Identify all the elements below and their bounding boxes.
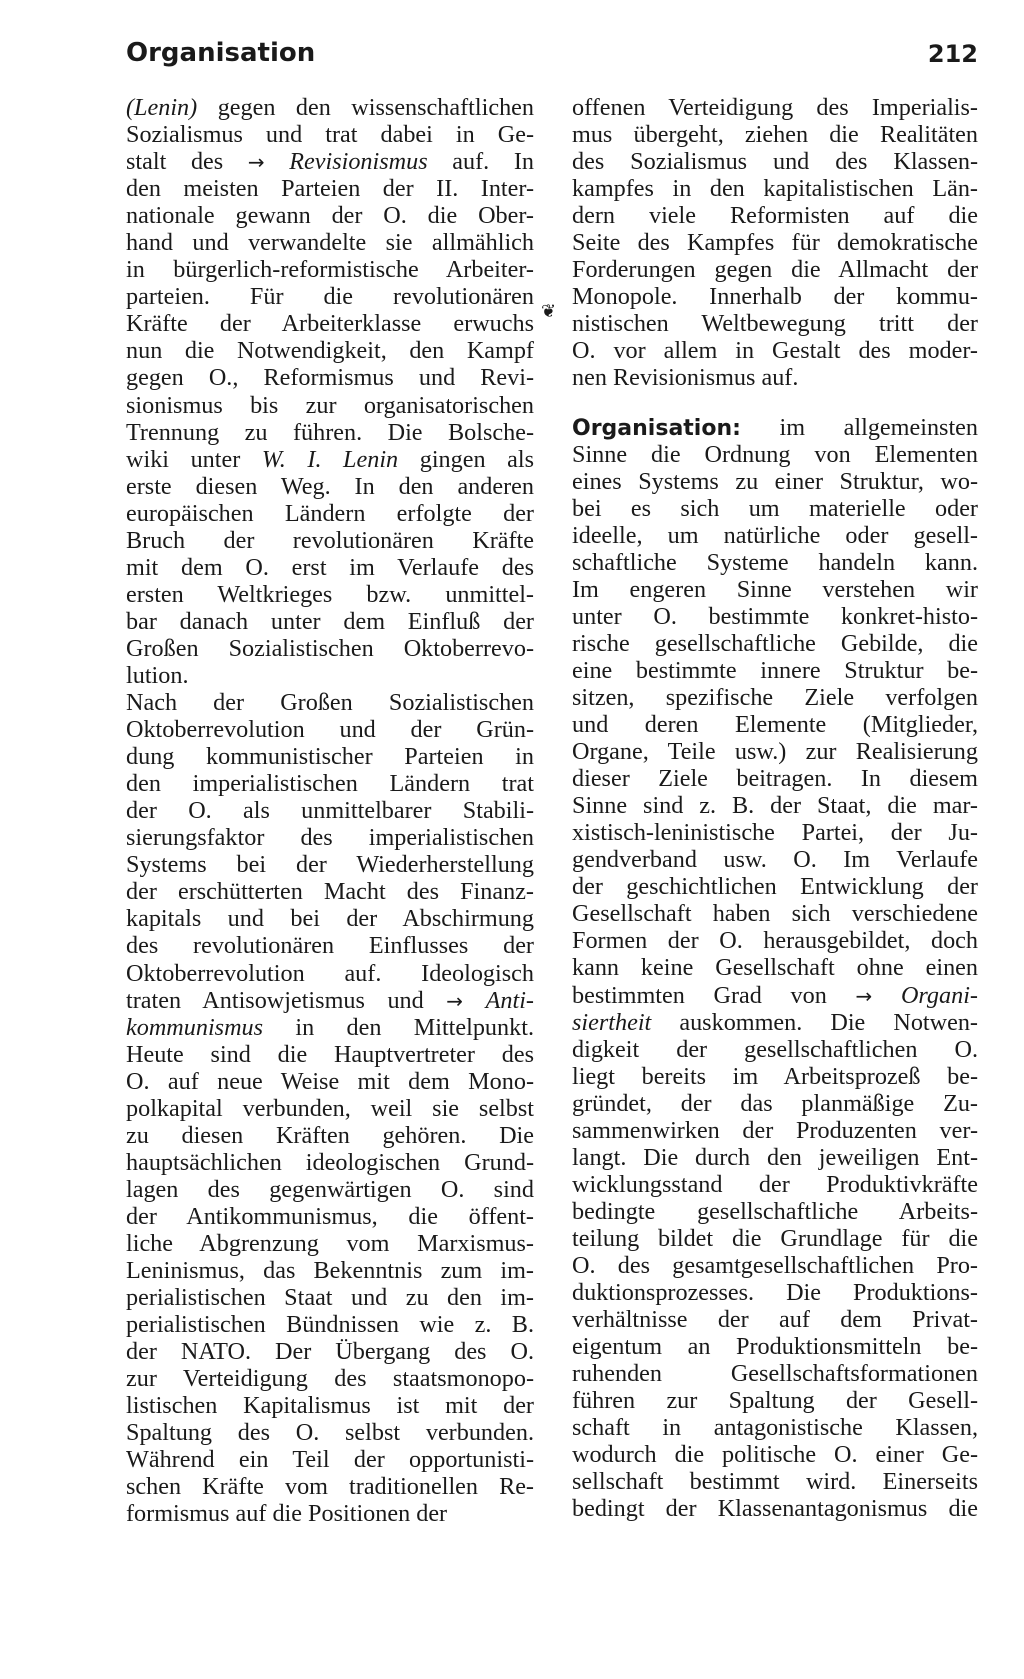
text-run: wodurch die politische O. einer Ge- [572, 1441, 978, 1469]
text-line [572, 441, 978, 468]
text-run: kann keine Gesellschaft ohne einen [572, 954, 978, 982]
cross-reference-arrow-icon: → [855, 983, 873, 1008]
text-line [572, 1225, 978, 1252]
text-line [126, 419, 534, 446]
text-line [572, 1387, 978, 1414]
text-run: Leninismus, das Bekenntnis zum im- [126, 1257, 534, 1285]
text-run: hauptsächlichen ideologischen Grund- [126, 1148, 534, 1176]
text-line [572, 94, 978, 121]
text-line [126, 392, 534, 419]
text-line [126, 473, 534, 500]
text-run: des revolutionären Einflusses der [126, 932, 534, 960]
text-run: Großen Sozialistischen Oktoberrevo- [126, 634, 534, 662]
text-line [572, 337, 978, 364]
text-run: Gesellschaft haben sich verschiedene [572, 900, 978, 928]
text-line [572, 603, 978, 630]
text-run: nun die Notwendigkeit, den Kampf [126, 337, 534, 365]
text-run: polkapital verbunden, weil sie selbst [126, 1094, 534, 1122]
text-run: in bürgerlich-reformistische Arbeiter- [126, 256, 534, 284]
text-line [572, 468, 978, 495]
text-line [126, 364, 534, 391]
page-number: 212 [927, 40, 978, 68]
text-run: teilung bildet die Grundlage für die [572, 1224, 978, 1252]
text-line [126, 1338, 534, 1365]
text-line [126, 256, 534, 283]
text-run: eine bestimmte innere Struktur be- [572, 656, 978, 684]
text-run: auskommen. Die Notwen- [651, 1008, 978, 1036]
text-run: Bruch der revolutionären Kräfte [126, 526, 534, 554]
text-line [126, 716, 534, 743]
text-line [572, 954, 978, 981]
text-line [572, 738, 978, 765]
text-line [572, 1171, 978, 1198]
text-run: rische gesellschaftliche Gebilde, die [572, 629, 978, 657]
text-line [572, 684, 978, 711]
text-run: hand und verwandelte sie allmählich [126, 229, 534, 257]
text-line [126, 1095, 534, 1122]
text-run: Sinne sind z. B. der Staat, die mar- [572, 792, 978, 820]
text-run: listischen Kapitalismus ist mit der [126, 1392, 534, 1420]
text-run: traten Antisowjetismus und [126, 986, 447, 1014]
text-run: O. auf neue Weise mit dem Mono- [126, 1067, 534, 1095]
text-line [572, 1333, 978, 1360]
text-run: dern viele Reformisten auf die [572, 202, 978, 230]
text-run: der O. als unmittelbarer Stabili- [126, 797, 534, 825]
text-run: mit dem O. erst im Verlaufe des [126, 553, 534, 581]
text-run: europäischen Ländern erfolgte der [126, 499, 534, 527]
text-run: Nach der Großen Sozialistischen [126, 689, 534, 717]
text-run: bar danach unter dem Einfluß der [126, 607, 534, 635]
text-run: perialistischen Bündnissen wie z. B. [126, 1311, 534, 1339]
text-run: bedingt der Klassenantagonismus die [572, 1495, 978, 1523]
text-run: Während ein Teil der opportunisti- [126, 1446, 534, 1474]
text-run: nen Revisionismus auf. [572, 364, 799, 392]
paragraph-gap [572, 392, 978, 414]
text-run: der Antikommunismus, die öffent- [126, 1202, 534, 1230]
text-line [126, 960, 534, 987]
text-run: verhältnisse der auf dem Privat- [572, 1306, 978, 1334]
text-line [126, 608, 534, 635]
text-run: Forderungen gegen die Allmacht der [572, 256, 978, 284]
text-run: zu diesen Kräften gehören. Die [126, 1121, 534, 1149]
text-run: gegen den wissenschaftlichen [197, 94, 534, 121]
text-run: des Sozialismus und des Klassen- [572, 148, 978, 176]
text-run: kapitals und bei der Abschirmung [126, 905, 534, 933]
text-run: kampfes in den kapitalistischen Län- [572, 175, 978, 203]
text-run: Sinne die Ordnung von Elementen [572, 440, 978, 468]
text-run: Oktoberrevolution und der Grün- [126, 716, 534, 744]
text-run: sammenwirken der Produzenten ver- [572, 1116, 978, 1144]
text-run: der erschütterten Macht des Finanz- [126, 878, 534, 906]
text-run: xistisch-leninistische Partei, der Ju- [572, 819, 978, 847]
text-run: sierungsfaktor des imperialistischen [126, 824, 534, 852]
text-line [572, 121, 978, 148]
text-run: perialistischen Staat und zu den im- [126, 1284, 534, 1312]
text-run: lagen des gegenwärtigen O. sind [126, 1175, 534, 1203]
text-line [126, 527, 534, 554]
text-run: Seite des Kampfes für demokratische [572, 229, 978, 257]
text-line [572, 1495, 978, 1522]
text-line [126, 1203, 534, 1230]
text-line [572, 1198, 978, 1225]
text-line [572, 630, 978, 657]
text-run: führen zur Spaltung der Gesell- [572, 1387, 978, 1415]
text-run: den meisten Parteien der II. Inter- [126, 175, 534, 203]
text-run: Trennung zu führen. Die Bolsche- [126, 418, 534, 446]
text-line [126, 1473, 534, 1500]
text-line [572, 1036, 978, 1063]
text-run: schaftliche Systeme handeln kann. [572, 548, 978, 576]
right-column [572, 94, 978, 1522]
text-run: Sozialismus und trat dabei in Ge- [126, 121, 534, 149]
text-line [572, 1414, 978, 1441]
text-line [572, 1306, 978, 1333]
italic-term: Organi- [900, 981, 978, 1009]
text-run: parteien. Für die revolutionären [126, 283, 534, 311]
text-run: der NATO. Der Übergang des O. [126, 1338, 534, 1366]
text-line [126, 500, 534, 527]
text-run [463, 987, 486, 1014]
text-line [572, 765, 978, 792]
text-line [126, 1068, 534, 1095]
text-line [126, 1284, 534, 1311]
italic-term: (Lenin) [126, 94, 198, 121]
text-run: lution. [126, 661, 189, 689]
text-run: Monopole. Innerhalb der kommu- [572, 283, 978, 311]
text-run: gründet, der das planmäßige Zu- [572, 1089, 978, 1117]
text-run: O. des gesamtgesellschaftlichen Pro- [572, 1251, 978, 1279]
text-run: Systems bei der Wiederherstellung [126, 851, 534, 879]
text-line [126, 581, 534, 608]
text-run: schaft in antagonistische Klassen, [572, 1414, 978, 1442]
text-run: formismus auf die Positionen der [126, 1500, 448, 1528]
text-run [741, 414, 780, 441]
text-line [572, 549, 978, 576]
text-line [126, 689, 534, 716]
text-run: eines Systems zu einer Struktur, wo- [572, 467, 978, 495]
text-run: sitzen, spezifische Ziele verfolgen [572, 683, 978, 711]
text-run: nistischen Weltbewegung tritt der [572, 310, 978, 338]
text-run: auf. In [427, 148, 534, 176]
text-line [572, 256, 978, 283]
text-line [572, 1117, 978, 1144]
text-line [126, 337, 534, 364]
italic-term: Anti- [485, 986, 534, 1014]
text-line [126, 905, 534, 932]
text-run: ruhenden Gesellschaftsformationen [572, 1360, 978, 1388]
text-run: wiki unter [126, 445, 262, 473]
text-line [126, 554, 534, 581]
text-line [572, 229, 978, 256]
text-run: nationale gewann der O. die Ober- [126, 202, 534, 230]
text-line [126, 310, 534, 337]
text-line [572, 1360, 978, 1387]
text-run: gendverband usw. O. Im Verlaufe [572, 846, 978, 874]
text-line [126, 148, 534, 175]
text-line [572, 1090, 978, 1117]
entry-headword: Organisation: [572, 415, 741, 441]
text-line [126, 1446, 534, 1473]
italic-term: W. I. Lenin [261, 445, 399, 473]
cross-reference-arrow-icon: → [247, 150, 265, 175]
text-line [126, 446, 534, 473]
text-run: schen Kräfte vom traditionellen Re- [126, 1473, 534, 1501]
text-line [126, 878, 534, 905]
text-run: digkeit der gesellschaftlichen O. [572, 1035, 978, 1063]
text-run: Im engeren Sinne verstehen wir [572, 575, 978, 603]
text-line [572, 846, 978, 873]
text-line [126, 662, 534, 689]
text-line [126, 797, 534, 824]
text-run: stalt des [126, 148, 248, 176]
text-run: sellschaft bestimmt wird. Einerseits [572, 1468, 978, 1496]
text-line [572, 657, 978, 684]
text-line [126, 1311, 534, 1338]
text-run: eigentum an Produktionsmitteln be- [572, 1333, 978, 1361]
text-line [126, 1014, 534, 1041]
text-line [126, 175, 534, 202]
text-run: in den Mittelpunkt. [263, 1013, 534, 1041]
italic-term: Revisionismus [289, 148, 428, 176]
text-line [572, 1063, 978, 1090]
text-line [126, 229, 534, 256]
text-run: dung kommunistischer Parteien in [126, 743, 534, 771]
text-line [572, 711, 978, 738]
text-line [572, 175, 978, 202]
text-line [572, 873, 978, 900]
text-line [572, 927, 978, 954]
text-line [572, 414, 978, 441]
text-line [126, 770, 534, 797]
text-line [126, 743, 534, 770]
italic-term: kommunismus [126, 1013, 264, 1041]
text-line [572, 1009, 978, 1036]
text-line [126, 932, 534, 959]
text-line [126, 987, 534, 1014]
text-run: bedingte gesellschaftliche Arbeits- [572, 1197, 978, 1225]
text-run: ideelle, um natürliche oder gesell- [572, 521, 978, 549]
text-line [572, 900, 978, 927]
text-line [126, 283, 534, 310]
text-run: O. vor allem in Gestalt des moder- [572, 337, 978, 365]
text-line [126, 1122, 534, 1149]
text-line [572, 792, 978, 819]
text-line [572, 283, 978, 310]
text-run: den imperialistischen Ländern trat [126, 770, 534, 798]
text-run: langt. Die durch den jeweiligen Ent- [572, 1143, 978, 1171]
text-run: ersten Weltkrieges bzw. unmittel- [126, 580, 534, 608]
text-line [126, 202, 534, 229]
text-line [572, 982, 978, 1009]
text-run: offenen Verteidigung des Imperialis- [572, 94, 978, 121]
text-line [126, 1230, 534, 1257]
text-run [872, 982, 901, 1009]
text-line [572, 1468, 978, 1495]
text-run: liche Abgrenzung vom Marxismus- [126, 1229, 534, 1257]
text-line [572, 202, 978, 229]
italic-term: siertheit [572, 1008, 652, 1036]
text-line [572, 522, 978, 549]
text-line [126, 1149, 534, 1176]
text-line [572, 819, 978, 846]
text-run: Formen der O. herausgebildet, doch [572, 927, 978, 955]
text-line [126, 851, 534, 878]
text-run: und deren Elemente (Mitglieder, [572, 711, 978, 739]
text-run: unter O. bestimmte konkret-histo- [572, 602, 978, 630]
text-run: wicklungsstand der Produktivkräfte [572, 1170, 978, 1198]
text-line [126, 94, 534, 121]
text-run: Organe, Teile usw.) zur Realisierung [572, 738, 978, 766]
text-line [572, 1441, 978, 1468]
text-run: duktionsprozesses. Die Produktions- [572, 1279, 978, 1307]
text-run: gingen als [398, 445, 534, 473]
text-run: liegt bereits im Arbeitsprozeß be- [572, 1062, 978, 1090]
text-line [126, 824, 534, 851]
text-run: dieser Ziele beitragen. In diesem [572, 765, 978, 793]
margin-mark-icon: ❦ [541, 301, 557, 322]
text-run: bestimmten Grad von [572, 981, 856, 1009]
text-line [126, 1257, 534, 1284]
text-line [126, 1041, 534, 1068]
text-line [572, 148, 978, 175]
text-line [126, 1419, 534, 1446]
text-run: Spaltung des O. selbst verbunden. [126, 1419, 534, 1447]
text-run [265, 148, 290, 175]
text-line [572, 1279, 978, 1306]
text-run: zur Verteidigung des staatsmonopo- [126, 1365, 534, 1393]
text-run: Heute sind die Hauptvertreter des [126, 1040, 534, 1068]
text-run: erste diesen Weg. In den anderen [126, 472, 534, 500]
text-line [572, 1252, 978, 1279]
text-line [126, 1365, 534, 1392]
text-line [572, 364, 978, 391]
text-run: im allgemeinsten [779, 413, 978, 441]
text-run: gegen O., Reformismus und Revi- [126, 364, 534, 392]
left-column [126, 94, 534, 1527]
text-run: mus übergeht, ziehen die Realitäten [572, 121, 978, 149]
text-line [572, 1144, 978, 1171]
text-line [126, 635, 534, 662]
cross-reference-arrow-icon: → [446, 988, 464, 1013]
text-line [572, 310, 978, 337]
running-head-title: Organisation [126, 38, 316, 68]
text-run: Oktoberrevolution auf. Ideologisch [126, 959, 534, 987]
text-run: sionismus bis zur organisatorischen [126, 391, 534, 419]
text-line [572, 495, 978, 522]
text-line [126, 1392, 534, 1419]
text-line [126, 121, 534, 148]
text-line [126, 1176, 534, 1203]
text-line [572, 576, 978, 603]
text-run: bei es sich um materielle oder [572, 494, 978, 522]
text-run: der geschichtlichen Entwicklung der [572, 873, 978, 901]
text-run: Kräfte der Arbeiterklasse erwuchs [126, 310, 534, 338]
text-line [126, 1500, 534, 1527]
